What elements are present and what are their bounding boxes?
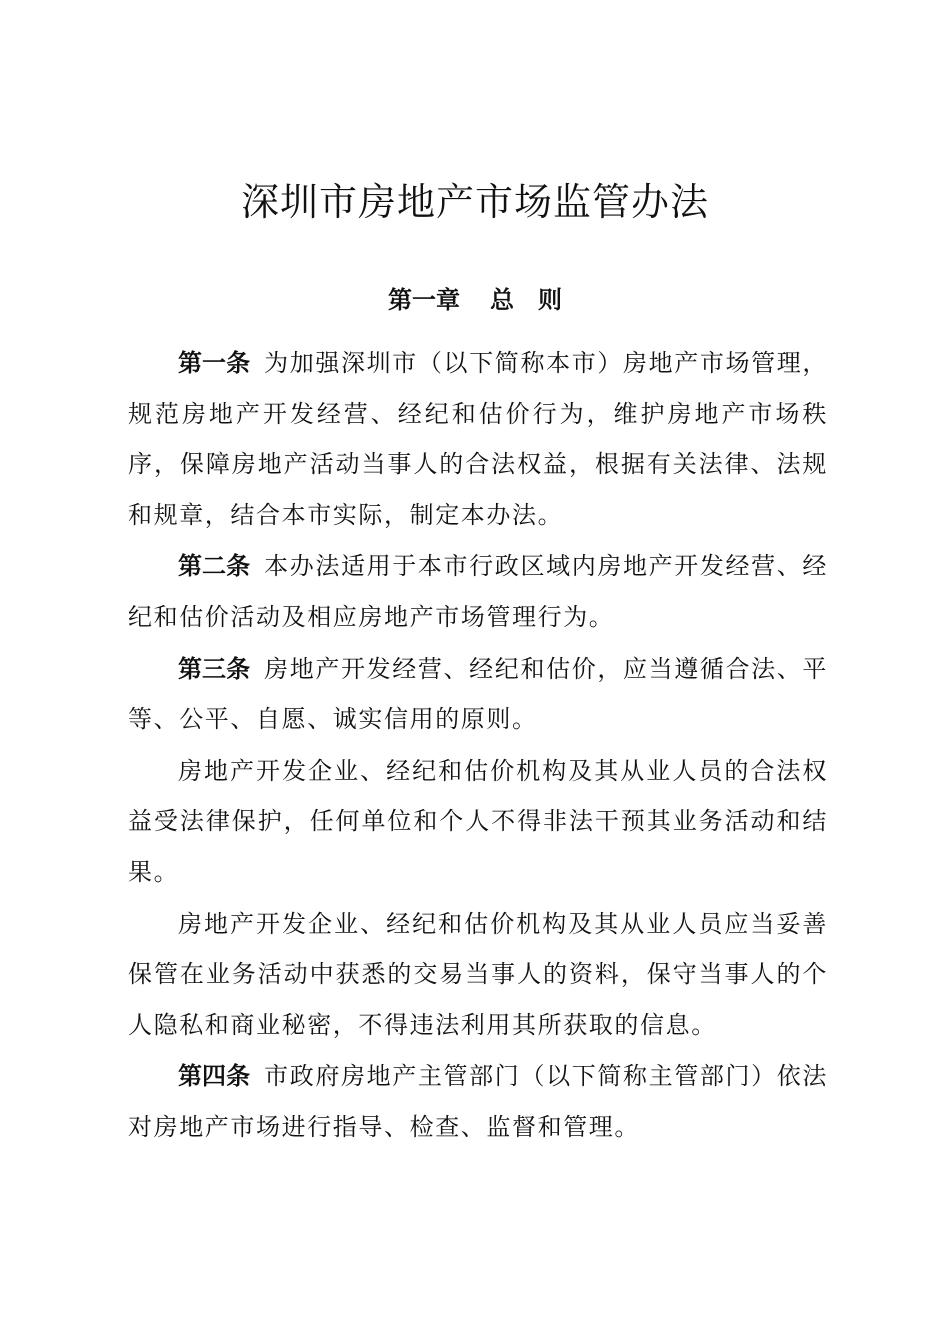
article-label: 第二条 [178, 552, 251, 581]
article-label: 第一条 [178, 349, 251, 377]
article-text: 本办法适用于本市行政区域内房地产开发经营、经纪和估价活动及相应房地产市场管理行为。 [128, 552, 829, 631]
chapter-name: 总 则 [490, 286, 562, 314]
chapter-number: 第一章 [388, 286, 460, 314]
document-body [128, 338, 828, 1154]
article-paragraph [128, 541, 828, 642]
article-label: 第四条 [178, 1062, 251, 1091]
body-paragraph [128, 746, 828, 898]
article-text: 房地产开发经营、经纪和估价，应当遵循合法、平等、公平、自愿、诚实信用的原则。 [128, 654, 829, 734]
article-paragraph [128, 338, 828, 540]
body-paragraph [128, 899, 828, 1051]
chapter-heading [0, 280, 950, 320]
article-paragraph [128, 644, 828, 745]
article-text: 市政府房地产主管部门（以下简称主管部门）依法对房地产市场进行指导、检查、监督和管理。 [128, 1062, 829, 1141]
article-text: 为加强深圳市（以下简称本市）房地产市场管理，规范房地产开发经营、经纪和估价行为，维护房地产市场秩序，保障房地产活动当事人的合法权益，根据有关法律、法规和规章，结合本市实际，制定本办法。 [128, 349, 829, 529]
document-title: 深圳市房地产市场监管办法 [240, 180, 709, 224]
article-label: 第三条 [178, 654, 251, 683]
paragraph-text: 房地产开发企业、经纪和估价机构及其从业人员的合法权益受法律保护，任何单位和个人不得非法干预其业务活动和结果。 [128, 756, 828, 886]
article-paragraph [128, 1051, 828, 1152]
paragraph-text: 房地产开发企业、经纪和估价机构及其从业人员应当妥善保管在业务活动中获悉的交易当事人的资料，保守当事人的个人隐私和商业秘密，不得违法利用其所获取的信息。 [128, 909, 828, 1039]
